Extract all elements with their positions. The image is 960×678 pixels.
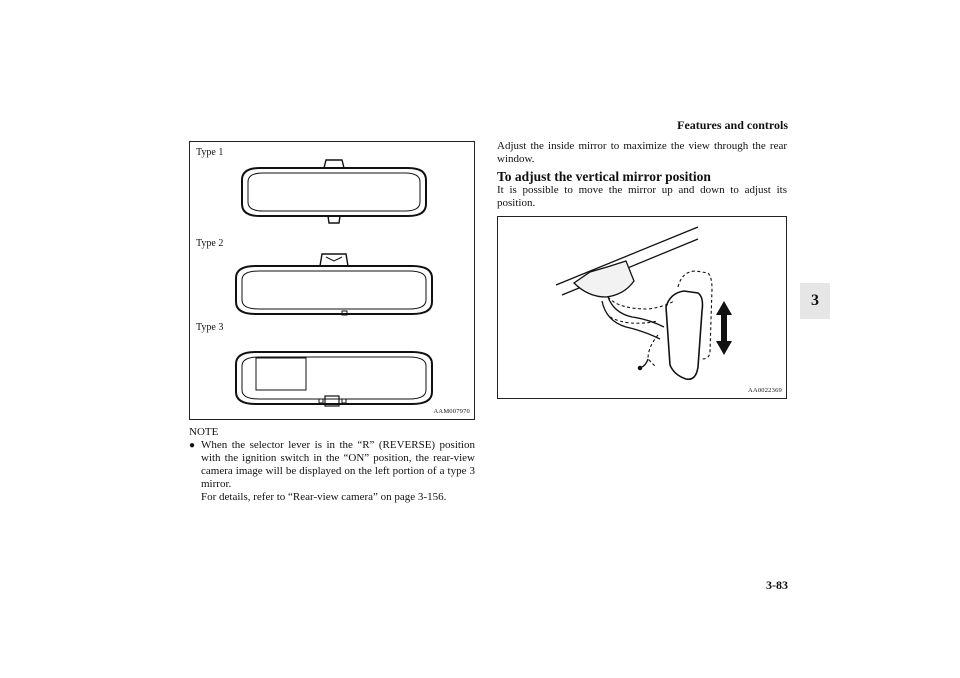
type3-camera-display (256, 358, 306, 390)
type2-mirror-glass (242, 271, 426, 309)
chapter-tab (800, 283, 830, 319)
note-item (189, 439, 475, 504)
type3-label: Type 3 (196, 322, 224, 333)
mirror-alt-position (678, 271, 712, 359)
type2-mirror-outline (236, 266, 432, 314)
mirror-types-figure (189, 141, 475, 420)
type1-top-mount (324, 160, 344, 168)
mirror-adjust-drawing (498, 217, 786, 398)
up-down-arrow-icon (716, 301, 732, 355)
page-header-title: Features and controls (677, 118, 788, 132)
note-block (189, 426, 475, 504)
type1-mirror-outline (242, 168, 426, 216)
chapter-number: 3 (811, 292, 819, 309)
mirror-drawings (190, 142, 474, 419)
note-item-text: When the selector lever is in the “R” (REVERSE) position with the ignition switch in the “ON” position, the rear-view camera image will be displayed on the left portion of a type 3 mirror. (201, 439, 475, 490)
bullet-icon: ● (189, 440, 196, 451)
type1-mirror-glass (248, 173, 420, 211)
page-number: 3-83 (766, 578, 788, 592)
type1-bottom-tab (328, 216, 340, 223)
mirror-adjust-figure (497, 216, 787, 399)
section-heading: To adjust the vertical mirror position (497, 169, 711, 184)
mirror-mount (574, 261, 634, 297)
mirror-body (666, 291, 703, 379)
figure1-code: AAM007970 (433, 408, 470, 415)
note-item-detail: For details, refer to “Rear-view camera” on page 3-156. (201, 491, 447, 503)
type3-mirror-glass (242, 357, 426, 399)
type2-top-mount (320, 254, 348, 266)
type3-right-button (342, 399, 346, 403)
section-body: It is possible to move the mirror up and down to adjust its position. (497, 184, 787, 209)
note-heading: NOTE (189, 426, 219, 438)
type2-label: Type 2 (196, 238, 224, 249)
note-text (201, 439, 475, 504)
intro-paragraph: Adjust the inside mirror to maximize the view through the rear window. (497, 140, 787, 165)
type1-label: Type 1 (196, 147, 224, 158)
figure2-code: AA0022369 (748, 387, 782, 394)
type3-left-button (319, 399, 323, 403)
